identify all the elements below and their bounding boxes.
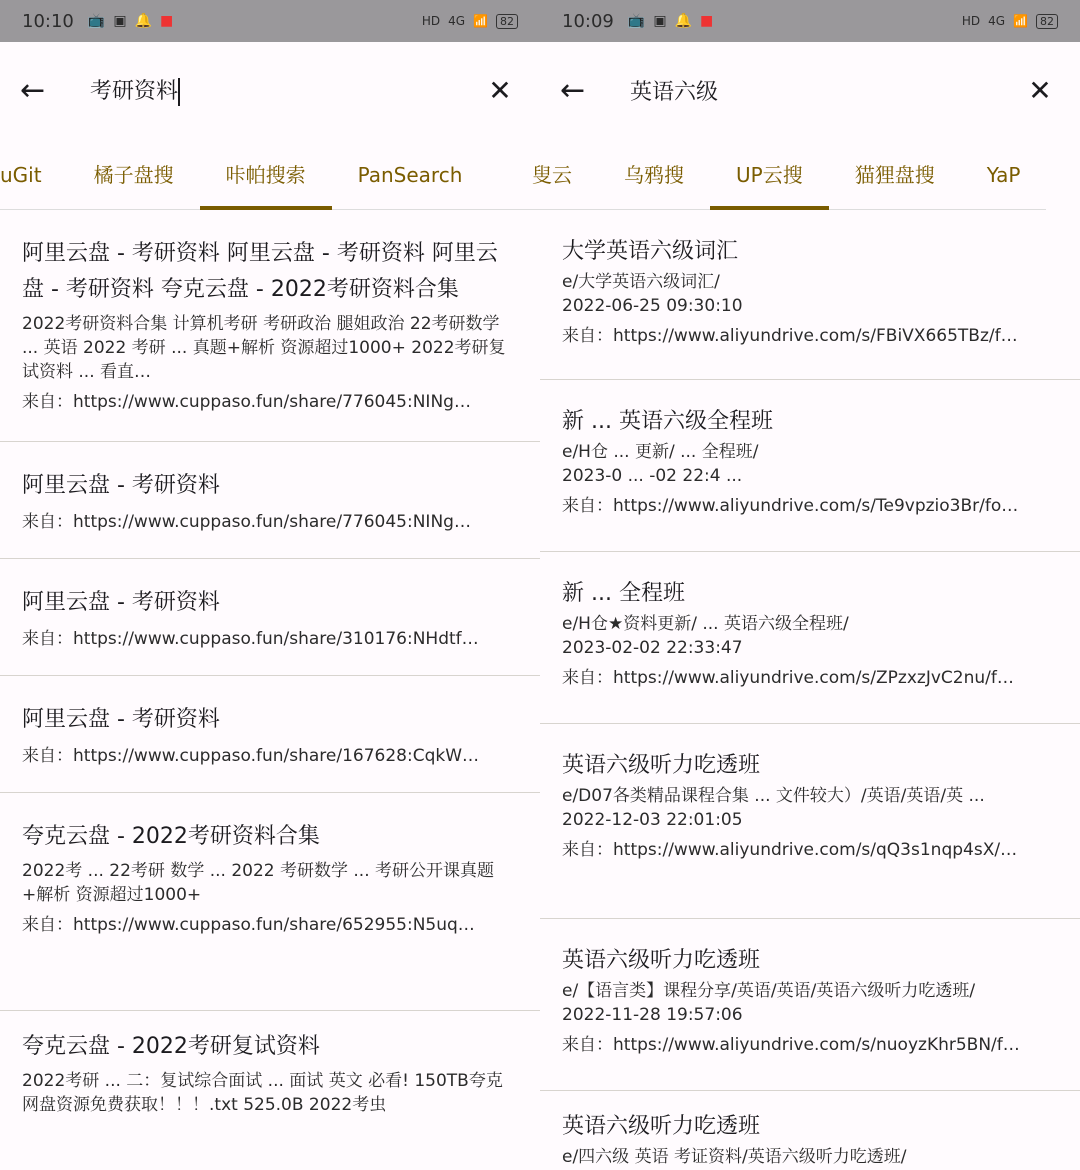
close-icon[interactable]: ✕ [1028,73,1052,107]
result-item[interactable] [540,552,1080,724]
search-bar [540,42,1080,138]
result-source-link[interactable]: 来自：https://www.cuppaso.fun/share/652955:N5uq… [22,915,475,935]
result-path: e/四六级 英语 考证资料/英语六级听力吃透班/ [562,1147,907,1167]
hd-icon: HD [421,14,441,28]
result-source-link[interactable]: 来自：https://www.cuppaso.fun/share/310176:NHdtf… [22,629,479,649]
result-path: e/【语言类】课程分享/英语/英语/英语六级听力吃透班/ [562,981,976,1001]
result-title: 新 ... 英语六级全程班 [562,409,773,434]
result-title: 夸克云盘 - 2022考研复试资料 [22,1034,320,1059]
tv-icon: 📺 [87,13,106,29]
tv-icon: 📺 [627,13,646,29]
status-bar [0,0,540,42]
result-item[interactable] [0,793,540,1011]
result-source-link[interactable]: 来自：https://www.aliyundrive.com/s/Te9vpzio3Br/fo… [562,496,1019,516]
wifi-icon: 📶 [1013,14,1028,28]
battery-icon: 82 [496,14,518,29]
result-title: 阿里云盘 - 考研资料 [22,473,220,498]
result-date: 2022-06-25 09:30:10 [562,296,743,316]
source-tabs [506,138,1046,210]
result-title: 英语六级听力吃透班 [562,948,761,973]
result-path: e/H仓 ... 更新/ ... 全程班/ [562,442,759,462]
result-description: 2022考研 ... 二：复试综合面试 ... 面试 英文 必看! 150TB夸克网盘资源免费获取！！！.txt 525.0B 2022考虫 [22,1071,503,1115]
result-title: 新 ... 全程班 [562,581,685,606]
tab-3[interactable]: PanSearch [357,163,463,187]
result-path: e/H仓★资料更新/ ... 英语六级全程班/ [562,614,849,634]
red-app-icon: ■ [159,13,174,29]
tab-0[interactable]: 叟云 [532,163,572,187]
tab-2[interactable]: UP云搜 [710,138,829,209]
alarm-icon: 🔔 [674,13,692,29]
result-title: 英语六级听力吃透班 [562,753,761,778]
result-item[interactable] [0,676,540,793]
signal-icon: 4G [988,14,1006,28]
signal-icon: 4G [448,14,466,28]
result-item[interactable] [0,210,540,442]
result-date: 2023-0 ... -02 22:4 ... [562,466,743,486]
result-date: 2022-11-28 19:57:06 [562,1005,743,1025]
result-list [0,210,540,1117]
result-item[interactable] [540,210,1080,380]
result-title: 夸克云盘 - 2022考研资料合集 [22,824,320,849]
result-description: 2022考研资料合集 计算机考研 考研政治 腿姐政治 22考研数学 ... 英语 2022 考研 ... 真题+解析 资源超过1000+ 2022考研复试资料 ... 看直… [22,314,506,382]
tab-2[interactable]: 咔帕搜索 [200,138,332,209]
result-item[interactable] [0,1011,540,1117]
result-source-link[interactable]: 来自：https://www.aliyundrive.com/s/nuoyzKhr5BN/f… [562,1035,1020,1055]
hd-icon: HD [961,14,981,28]
result-title: 阿里云盘 - 考研资料 阿里云盘 - 考研资料 阿里云盘 - 考研资料 夸克云盘 - 2022考研资料合集 [22,241,498,302]
status-bar [540,0,1080,42]
search-bar [0,42,540,138]
right-screen [532,0,1080,1170]
tab-4[interactable]: YaP [986,163,1021,187]
result-item[interactable] [540,724,1080,919]
result-item[interactable] [540,1091,1080,1169]
battery-icon: 82 [1036,14,1058,29]
result-source-link[interactable]: 来自：https://www.cuppaso.fun/share/776045:NINg… [22,392,471,412]
result-path: e/大学英语六级词汇/ [562,272,720,292]
arrow-left-icon[interactable]: ← [560,72,586,108]
app-icon: ▣ [653,13,667,29]
tab-1[interactable]: 橘子盘搜 [93,163,174,187]
result-item[interactable] [540,380,1080,552]
search-input[interactable]: 英语六级 [630,79,719,105]
result-item[interactable] [0,559,540,676]
result-title: 英语六级听力吃透班 [562,1114,761,1139]
result-source-link[interactable]: 来自：https://www.cuppaso.fun/share/167628:CqkW… [22,746,480,766]
result-path: e/D07各类精品课程合集 ... 文件较大）/英语/英语/英 ... [562,786,985,806]
result-date: 2023-02-02 22:33:47 [562,638,743,658]
arrow-left-icon[interactable]: ← [20,72,46,108]
alarm-icon: 🔔 [134,13,152,29]
tab-3[interactable]: 猫狸盘搜 [854,163,935,187]
result-item[interactable] [540,919,1080,1091]
tab-0[interactable]: uGit [0,163,42,187]
result-list [540,210,1080,1169]
red-app-icon: ■ [699,13,714,29]
search-input[interactable]: 考研资料 [90,79,179,104]
result-item[interactable] [0,442,540,559]
result-source-link[interactable]: 来自：https://www.cuppaso.fun/share/776045:NINg… [22,512,471,532]
close-icon[interactable]: ✕ [488,73,512,107]
source-tabs [0,138,514,210]
result-source-link[interactable]: 来自：https://www.aliyundrive.com/s/qQ3s1nqp4sX/… [562,840,1018,860]
tab-1[interactable]: 乌鸦搜 [624,163,684,187]
wifi-icon: 📶 [473,14,488,28]
result-title: 阿里云盘 - 考研资料 [22,707,220,732]
status-time: 10:09 [562,10,614,32]
result-title: 大学英语六级词汇 [562,239,739,264]
result-description: 2022考 ... 22考研 数学 ... 2022 考研数学 ... 考研公开课真题+解析 资源超过1000+ [22,861,495,905]
app-icon: ▣ [113,13,127,29]
result-date: 2022-12-03 22:01:05 [562,810,743,830]
status-time: 10:10 [22,10,74,32]
result-source-link[interactable]: 来自：https://www.aliyundrive.com/s/FBiVX665TBz/f… [562,326,1018,346]
result-title: 阿里云盘 - 考研资料 [22,590,220,615]
result-source-link[interactable]: 来自：https://www.aliyundrive.com/s/ZPzxzJvC2nu/f… [562,668,1014,688]
